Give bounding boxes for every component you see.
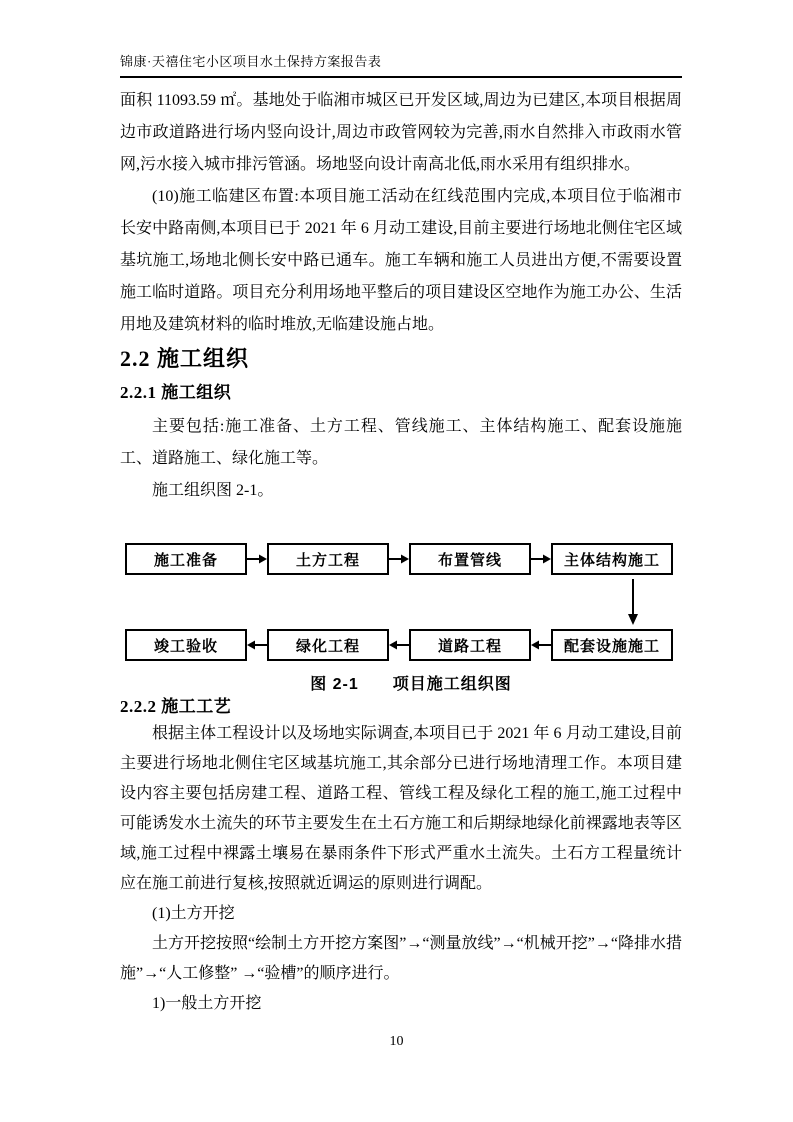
flow-step-earthwork — [267, 543, 389, 575]
paragraph-excavation-heading: (1)土方开挖 — [152, 905, 235, 922]
heading-2-2-2: 2.2.2 施工工艺 — [120, 697, 232, 716]
section-2-2-2 — [120, 695, 682, 1019]
paragraph-site-area: 面积 11093.59 ㎡。基地处于临湘市城区已开发区域,周边为已建区,本项目根据周边市政道路进行场内竖向设计,周边市政管网较为完善,雨水自然排入市政雨水管网,污水接入城市排污管涵。场地竖向设计南高北低,雨水采用有组织排水。 — [120, 92, 682, 173]
flow-step-main-structure — [551, 543, 673, 575]
heading-2-2-1: 2.2.1 施工组织 — [120, 383, 232, 402]
arrow-right-icon — [389, 554, 409, 564]
page-footer — [0, 1034, 793, 1050]
flow-step-completion-acceptance — [125, 629, 247, 661]
flow-step-label: 施工准备 — [153, 551, 218, 569]
arrow-right-icon — [531, 554, 551, 564]
page-header — [120, 54, 682, 78]
figure-caption-number: 图 2-1 — [310, 676, 359, 693]
flow-step-pipeline-layout — [409, 543, 531, 575]
flow-step-label: 道路工程 — [437, 637, 502, 655]
figure-caption — [140, 671, 682, 694]
page-number: 10 — [389, 1034, 404, 1049]
arrow-down-icon — [627, 579, 639, 625]
flow-step-greening — [267, 629, 389, 661]
figure-caption-title: 项目施工组织图 — [392, 676, 512, 693]
flow-step-label: 主体结构施工 — [563, 551, 660, 569]
arrow-right-icon — [247, 554, 267, 564]
paragraph-excavation-sequence: 土方开挖按照“绘制土方开挖方案图”→“测量放线”→“机械开挖”→“降排水措施”→“人工修整” →“验槽”的顺序进行。 — [120, 935, 682, 982]
paragraph-item-10: (10)施工临建区布置:本项目施工活动在红线范围内完成,本项目位于临湘市长安中路南侧,本项目已于 2021 年 6 月动工建设,目前主要进行场地北侧住宅区域基坑施工,场地北侧长安中路已通车。施工车辆和施工人员进出方便,不需要设置施工临时道路。项目充分利用场地平整后的项目建设区空地作为施工办公、生活用地及建筑材料的临时堆放,无临建设施占地。 — [120, 188, 682, 333]
paragraph-process-overview: 根据主体工程设计以及场地实际调查,本项目已于 2021 年 6 月动工建设,目前主要进行场地北侧住宅区域基坑施工,其余部分已进行场地清理工作。本项目建设内容主要包括房建工程、道路工程、管线工程及绿化工程的施工,施工过程中可能诱发水土流失的环节主要发生在土石方施工和后期绿地绿化前裸露地表等区域,施工过程中裸露土壤易在暴雨条件下形式严重水土流失。土石方工程量统计应在施工前进行复核,按照就近调运的原则进行调配。 — [120, 725, 682, 892]
page-content — [120, 0, 682, 1019]
flow-step-road-works — [409, 629, 531, 661]
paragraph-general-excavation: 1)一般土方开挖 — [152, 995, 262, 1012]
construction-flowchart — [120, 543, 682, 695]
flow-step-label: 布置管线 — [437, 551, 502, 569]
flow-step-label: 土方工程 — [295, 551, 360, 569]
flow-step-label: 配套设施施工 — [563, 637, 660, 655]
paragraph-figure-reference: 施工组织图 2-1。 — [152, 482, 274, 499]
flow-step-supporting-facilities — [551, 629, 673, 661]
arrow-left-icon — [247, 640, 267, 650]
arrow-left-icon — [389, 640, 409, 650]
paragraph-organization-list: 主要包括:施工准备、土方工程、管线施工、主体结构施工、配套设施施工、道路施工、绿化施工等。 — [120, 418, 682, 467]
flow-step-label: 绿化工程 — [295, 637, 360, 655]
flow-step-preparation — [125, 543, 247, 575]
flow-step-label: 竣工验收 — [153, 637, 218, 655]
heading-2-2: 2.2 施工组织 — [120, 346, 250, 371]
arrow-left-icon — [531, 640, 551, 650]
header-title: 锦康·天禧住宅小区项目水土保持方案报告表 — [120, 54, 382, 69]
